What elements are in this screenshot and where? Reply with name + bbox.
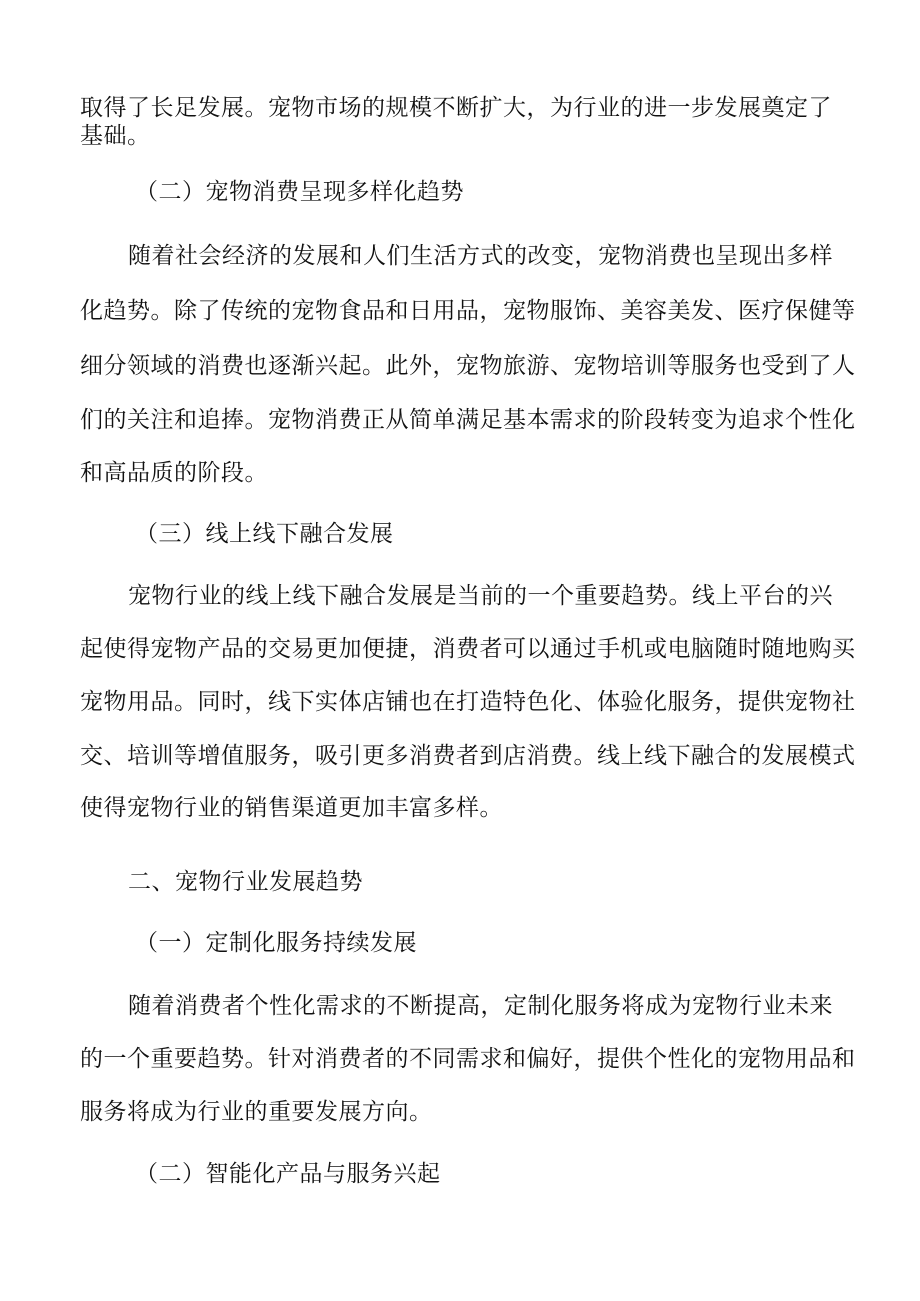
paragraph-line: 的一个重要趋势。针对消费者的不同需求和偏好，提供个性化的宠物用品和 [80,1046,856,1072]
paragraph-line: 随着消费者个性化需求的不断提高，定制化服务将成为宠物行业未来 [128,993,833,1019]
paragraph-line: 和高品质的阶段。 [80,460,268,486]
paragraph-line: 们的关注和追捧。宠物消费正从简单满足基本需求的阶段转变为追求个性化 [80,407,856,433]
section-heading: （一）定制化服务持续发展 [135,930,417,956]
paragraph-line: 基础。 [80,123,151,149]
paragraph-line: 宠物行业的线上线下融合发展是当前的一个重要趋势。线上平台的兴 [128,583,833,609]
paragraph-line: 交、培训等增值服务，吸引更多消费者到店消费。线上线下融合的发展模式 [80,743,856,769]
section-heading: （二）智能化产品与服务兴起 [135,1161,441,1187]
paragraph-line: 取得了长足发展。宠物市场的规模不断扩大，为行业的进一步发展奠定了 [80,95,832,121]
paragraph-line: 服务将成为行业的重要发展方向。 [80,1099,433,1125]
paragraph-line: 随着社会经济的发展和人们生活方式的改变，宠物消费也呈现出多样 [128,243,833,269]
paragraph-line: 细分领域的消费也逐渐兴起。此外，宠物旅游、宠物培训等服务也受到了人 [80,353,856,379]
section-heading: （二）宠物消费呈现多样化趋势 [135,179,464,205]
chapter-heading: 二、宠物行业发展趋势 [128,869,363,895]
paragraph-line: 起使得宠物产品的交易更加便捷，消费者可以通过手机或电脑随时随地购买 [80,636,856,662]
paragraph-line: 使得宠物行业的销售渠道更加丰富多样。 [80,795,503,821]
paragraph-line: 化趋势。除了传统的宠物食品和日用品，宠物服饰、美容美发、医疗保健等 [80,298,856,324]
paragraph-line: 宠物用品。同时，线下实体店铺也在打造特色化、体验化服务，提供宠物社 [80,689,856,715]
section-heading: （三）线上线下融合发展 [135,521,394,547]
